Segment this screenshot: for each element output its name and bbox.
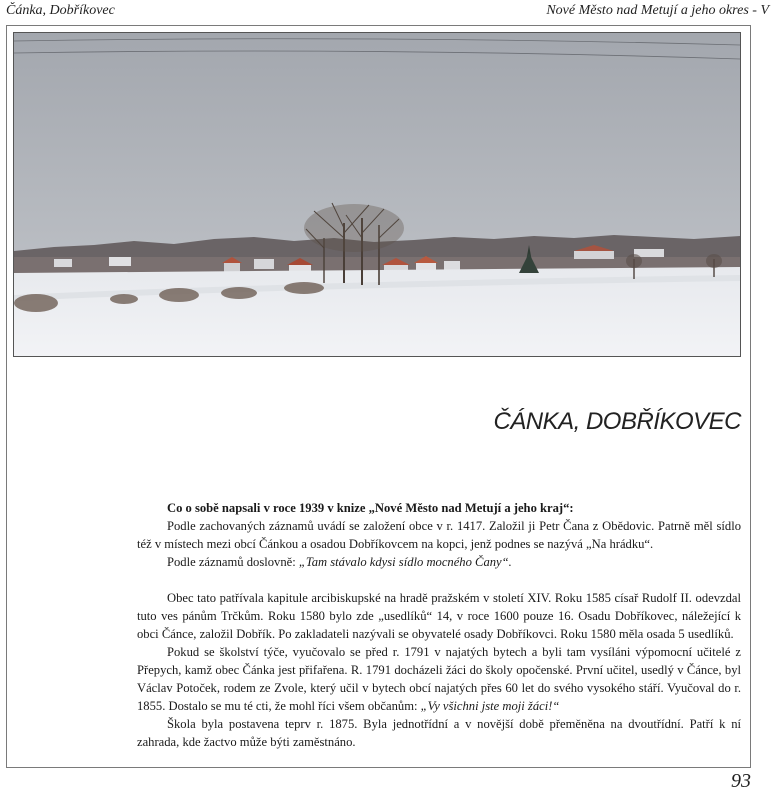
paragraph-history: Obec tato patřívala kapitule arcibiskupské na hradě pražském v století XIV. Roku 1585 císař Rudolf II. odevzdal tuto ves pánům Trčkům. Roku 1580 bylo zde „usedlíků“ 14, v roce 1600 pouze 16. Osadu Dobříkovec, náležející k obci Čánce, založil Dobřík. Po zakladateli nazývali se obyvatelé osady Dobříkovci. Roku 1580 měla osada 5 usedlíků.	[137, 591, 741, 641]
paragraph-school-history	[137, 643, 741, 715]
page-number: 93	[731, 770, 751, 792]
quote-text: „Tam stávalo kdysi sídlo mocného Čany“.	[298, 555, 512, 569]
chapter-title: ČÁNKA, DOBŘÍKOVEC	[493, 408, 741, 435]
tree-crown	[304, 204, 404, 252]
running-head-left: Čánka, Dobříkovec	[6, 3, 115, 18]
paragraph-school-building: Škola byla postavena teprv r. 1875. Byla jednotřídní a v novější době přeměněna na dvoutřídní. Patří k ní zahrada, kde žactvo může býti zaměstnáno.	[137, 717, 741, 749]
teacher-quote: „Vy všichni jste moji žáci!“	[420, 699, 560, 713]
school-history-text: Pokud se školství týče, vyučovalo se před r. 1791 v najatých bytech a byli tam vysíláni výpomocní učitelé z Přepych, kamž obec Čánka jest přifařena. R. 1791 docházeli žáci do školy opočenské. První učitel, usedlý v Čánce, byl Václav Potoček, rodem ze Zvole, který učil v bytech obcí najatých přes 60 let do svého vysokého stáří. Vyučoval do r. 1855. Dostalo se mu té cti, že mohl říci všem občanům:	[137, 645, 741, 713]
winter-landscape-photo	[13, 32, 741, 357]
quote-intro: Podle záznamů doslovně:	[167, 555, 299, 569]
article-body	[137, 499, 741, 751]
paragraph-founding: Podle zachovaných záznamů uvádí se založení obce v r. 1417. Založil ji Petr Čana z Obědovic. Patrně měl sídlo též v místech mezi obcí Čánkou a osadou Dobříkovcem na kopci, jenž podnes se nazývá „Na hrádku“.	[137, 519, 741, 551]
lead-heading: Co o sobě napsali v roce 1939 v knize „Nové Město nad Metují a jeho kraj“:	[167, 501, 574, 515]
running-head-right: Nové Město nad Metují a jeho okres - V	[546, 3, 769, 18]
paragraph-quote	[137, 553, 741, 571]
